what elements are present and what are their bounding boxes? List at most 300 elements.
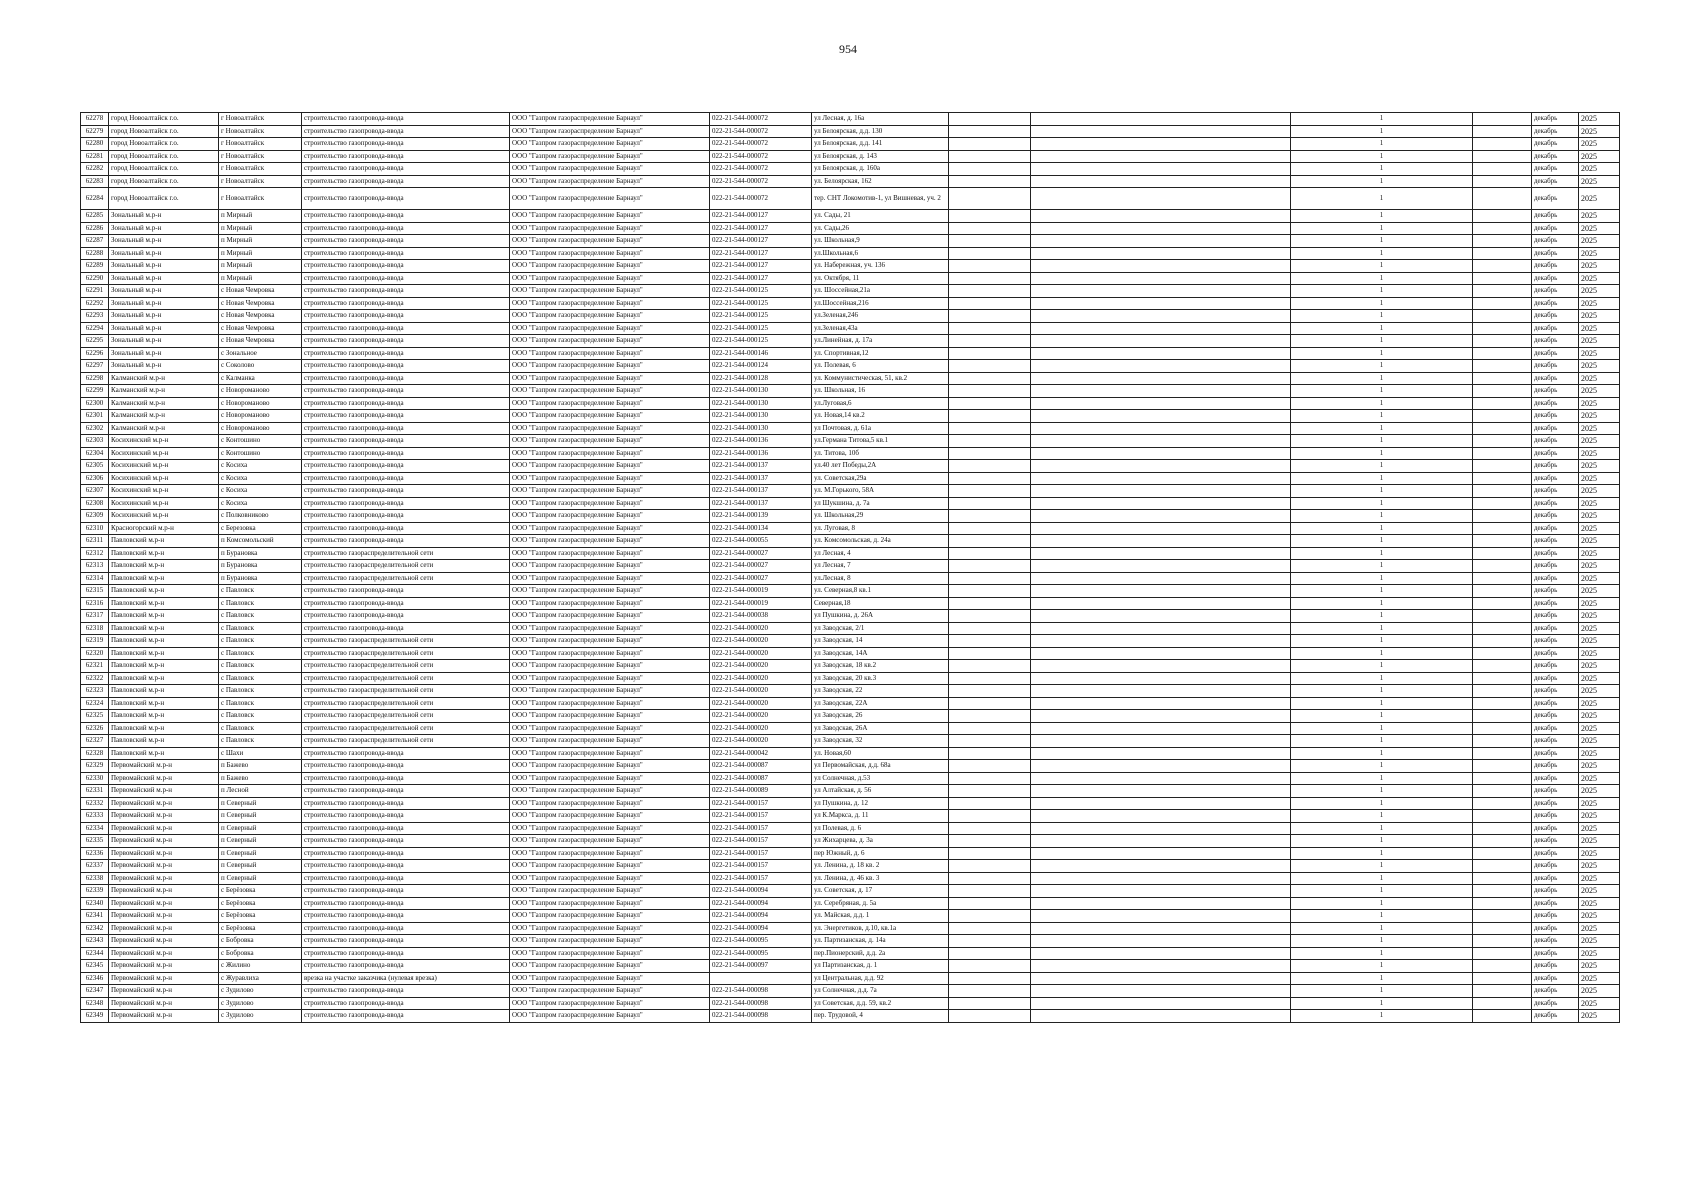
work-type-cell: строительство газораспределительной сети [302,697,510,710]
quantity-cell: 1 [1291,772,1473,785]
empty-cell [1031,235,1291,248]
district-cell: Красногорский м.р-н [109,522,219,535]
district-cell: Павловский м.р-н [109,535,219,548]
month-cell: декабрь [1532,660,1579,673]
address-cell: ул Партизанская, д. 1 [812,960,949,973]
district-cell: Павловский м.р-н [109,735,219,748]
empty-cell [1031,397,1291,410]
month-cell: декабрь [1532,447,1579,460]
work-type-cell: строительство газопровода-ввода [302,285,510,298]
work-type-cell: строительство газопровода-ввода [302,422,510,435]
locality-cell: с Зудилово [219,997,302,1010]
year-cell: 2025 [1579,335,1620,348]
year-cell: 2025 [1579,210,1620,223]
district-cell: Зональный м.р-н [109,260,219,273]
quantity-cell: 1 [1291,935,1473,948]
year-cell: 2025 [1579,585,1620,598]
work-type-cell: строительство газопровода-ввода [302,810,510,823]
work-type-cell: строительство газопровода-ввода [302,472,510,485]
organization-cell: ООО "Газпром газораспределение Барнаул" [510,947,710,960]
empty-cell [1031,910,1291,923]
locality-cell: п Лесной [219,785,302,798]
district-cell: Первомайский м.р-н [109,885,219,898]
contract-code-cell: 022-21-544-000098 [710,1010,812,1023]
empty-cell [1031,163,1291,176]
district-cell: Павловский м.р-н [109,747,219,760]
table-row [81,610,1620,623]
row-number: 62326 [81,722,109,735]
quantity-cell: 1 [1291,847,1473,860]
contract-code-cell: 022-21-544-000157 [710,847,812,860]
district-cell: город Новоалтайск г.о. [109,138,219,151]
locality-cell: с Павловск [219,697,302,710]
contract-code-cell: 022-21-544-000127 [710,272,812,285]
empty-cell [1473,772,1532,785]
table-row [81,797,1620,810]
contract-code-cell: 022-21-544-000157 [710,797,812,810]
year-cell: 2025 [1579,347,1620,360]
work-type-cell: строительство газопровода-ввода [302,447,510,460]
address-cell: ул. Полевая, 6 [812,360,949,373]
table-row [81,222,1620,235]
contract-code-cell: 022-21-544-000136 [710,447,812,460]
quantity-cell: 1 [1291,810,1473,823]
work-type-cell: строительство газопровода-ввода [302,785,510,798]
year-cell: 2025 [1579,997,1620,1010]
empty-cell [1473,188,1532,210]
locality-cell: с Бобровка [219,935,302,948]
contract-code-cell: 022-21-544-000157 [710,810,812,823]
locality-cell: с Павловск [219,660,302,673]
month-cell: декабрь [1532,785,1579,798]
organization-cell: ООО "Газпром газораспределение Барнаул" [510,897,710,910]
month-cell: декабрь [1532,947,1579,960]
locality-cell: с Косиха [219,485,302,498]
district-cell: Косихинский м.р-н [109,485,219,498]
organization-cell: ООО "Газпром газораспределение Барнаул" [510,410,710,423]
row-number: 62334 [81,822,109,835]
quantity-cell: 1 [1291,635,1473,648]
empty-cell [1473,622,1532,635]
row-number: 62308 [81,497,109,510]
empty-cell [1473,735,1532,748]
quantity-cell: 1 [1291,260,1473,273]
row-number: 62297 [81,360,109,373]
table-row [81,772,1620,785]
contract-code-cell: 022-21-544-000137 [710,460,812,473]
empty-cell [1031,972,1291,985]
work-type-cell: строительство газопровода-ввода [302,385,510,398]
quantity-cell: 1 [1291,435,1473,448]
row-number: 62306 [81,472,109,485]
work-type-cell: строительство газораспределительной сети [302,660,510,673]
contract-code-cell: 022-21-544-000137 [710,485,812,498]
empty-cell [1473,422,1532,435]
empty-cell [949,547,1031,560]
empty-cell [1473,372,1532,385]
empty-cell [1031,672,1291,685]
empty-cell [949,835,1031,848]
contract-code-cell: 022-21-544-000020 [710,635,812,648]
empty-cell [1031,175,1291,188]
address-cell: Северная,18 [812,597,949,610]
month-cell: декабрь [1532,672,1579,685]
contract-code-cell: 022-21-544-000094 [710,910,812,923]
work-type-cell: строительство газопровода-ввода [302,985,510,998]
work-type-cell: строительство газопровода-ввода [302,535,510,548]
table-row [81,497,1620,510]
empty-cell [949,972,1031,985]
organization-cell: ООО "Газпром газораспределение Барнаул" [510,647,710,660]
contract-code-cell: 022-21-544-000127 [710,235,812,248]
contract-code-cell: 022-21-544-000020 [710,647,812,660]
empty-cell [949,422,1031,435]
empty-cell [1473,835,1532,848]
empty-cell [949,847,1031,860]
locality-cell: п Северный [219,810,302,823]
row-number: 62285 [81,210,109,223]
organization-cell: ООО "Газпром газораспределение Барнаул" [510,510,710,523]
month-cell: декабрь [1532,485,1579,498]
locality-cell: п Бурановка [219,572,302,585]
empty-cell [1031,247,1291,260]
row-number: 62324 [81,697,109,710]
empty-cell [1473,447,1532,460]
quantity-cell: 1 [1291,272,1473,285]
quantity-cell: 1 [1291,697,1473,710]
quantity-cell: 1 [1291,710,1473,723]
row-number: 62284 [81,188,109,210]
work-type-cell: строительство газопровода-ввода [302,835,510,848]
organization-cell: ООО "Газпром газораспределение Барнаул" [510,547,710,560]
contract-code-cell: 022-21-544-000130 [710,410,812,423]
address-cell: ул Лесная, 4 [812,547,949,560]
address-cell: ул. Луговая, 8 [812,522,949,535]
quantity-cell: 1 [1291,860,1473,873]
empty-cell [949,985,1031,998]
month-cell: декабрь [1532,872,1579,885]
empty-cell [1473,897,1532,910]
empty-cell [1473,847,1532,860]
district-cell: Первомайский м.р-н [109,772,219,785]
row-number: 62278 [81,113,109,126]
table-row [81,385,1620,398]
empty-cell [949,610,1031,623]
table-row [81,685,1620,698]
locality-cell: с Павловск [219,722,302,735]
row-number: 62302 [81,422,109,435]
district-cell: Косихинский м.р-н [109,497,219,510]
table-row [81,735,1620,748]
organization-cell: ООО "Газпром газораспределение Барнаул" [510,385,710,398]
table-row [81,947,1620,960]
empty-cell [949,885,1031,898]
table-row [81,435,1620,448]
district-cell: Первомайский м.р-н [109,960,219,973]
work-type-cell: строительство газопровода-ввода [302,163,510,176]
empty-cell [1031,260,1291,273]
row-number: 62318 [81,622,109,635]
work-type-cell: строительство газопровода-ввода [302,460,510,473]
row-number: 62314 [81,572,109,585]
empty-cell [1473,247,1532,260]
empty-cell [1473,647,1532,660]
organization-cell: ООО "Газпром газораспределение Барнаул" [510,297,710,310]
organization-cell: ООО "Газпром газораспределение Барнаул" [510,235,710,248]
organization-cell: ООО "Газпром газораспределение Барнаул" [510,672,710,685]
organization-cell: ООО "Газпром газораспределение Барнаул" [510,1010,710,1023]
quantity-cell: 1 [1291,535,1473,548]
empty-cell [1031,847,1291,860]
address-cell: ул. Майская, д.д. 1 [812,910,949,923]
empty-cell [1031,1010,1291,1023]
organization-cell: ООО "Газпром газораспределение Барнаул" [510,247,710,260]
empty-cell [1473,785,1532,798]
quantity-cell: 1 [1291,422,1473,435]
district-cell: Первомайский м.р-н [109,997,219,1010]
empty-cell [949,235,1031,248]
address-cell: ул Солнечная, д.д. 7а [812,985,949,998]
empty-cell [1473,113,1532,126]
contract-code-cell: 022-21-544-000072 [710,175,812,188]
empty-cell [1473,972,1532,985]
address-cell: ул.Зеленая,43а [812,322,949,335]
locality-cell: п Мирный [219,272,302,285]
address-cell: ул. Ленина, д. 18 кв. 2 [812,860,949,873]
locality-cell: п Мирный [219,247,302,260]
address-cell: ул.Лесная, 8 [812,572,949,585]
empty-cell [949,285,1031,298]
address-cell: пер.Пионерский, д.д. 2а [812,947,949,960]
table-row [81,210,1620,223]
address-cell: ул. Энергетиков, д.10, кв.1а [812,922,949,935]
quantity-cell: 1 [1291,660,1473,673]
locality-cell: с Калманка [219,372,302,385]
row-number: 62343 [81,935,109,948]
contract-code-cell: 022-21-544-000134 [710,522,812,535]
district-cell: Зональный м.р-н [109,347,219,360]
quantity-cell: 1 [1291,985,1473,998]
month-cell: декабрь [1532,460,1579,473]
organization-cell: ООО "Газпром газораспределение Барнаул" [510,272,710,285]
table-row [81,710,1620,723]
contract-code-cell: 022-21-544-000055 [710,535,812,548]
empty-cell [1031,222,1291,235]
locality-cell: с Соколово [219,360,302,373]
locality-cell: с Косиха [219,472,302,485]
empty-cell [1031,385,1291,398]
table-row [81,247,1620,260]
organization-cell: ООО "Газпром газораспределение Барнаул" [510,872,710,885]
month-cell: декабрь [1532,1010,1579,1023]
quantity-cell: 1 [1291,747,1473,760]
table-row [81,260,1620,273]
address-cell: ул. Сады, 21 [812,210,949,223]
address-cell: ул. Школьная,9 [812,235,949,248]
month-cell: декабрь [1532,422,1579,435]
table-row [81,150,1620,163]
organization-cell: ООО "Газпром газораспределение Барнаул" [510,372,710,385]
contract-code-cell: 022-21-544-000137 [710,472,812,485]
district-cell: Зональный м.р-н [109,360,219,373]
quantity-cell: 1 [1291,113,1473,126]
contract-code-cell: 022-21-544-000127 [710,210,812,223]
organization-cell: ООО "Газпром газораспределение Барнаул" [510,735,710,748]
contract-code-cell: 022-21-544-000124 [710,360,812,373]
empty-cell [1473,747,1532,760]
organization-cell: ООО "Газпром газораспределение Барнаул" [510,760,710,773]
month-cell: декабрь [1532,125,1579,138]
empty-cell [1473,397,1532,410]
table-row [81,997,1620,1010]
empty-cell [1031,897,1291,910]
row-number: 62311 [81,535,109,548]
address-cell: ул. Школьная,29 [812,510,949,523]
empty-cell [1031,335,1291,348]
contract-code-cell: 022-21-544-000072 [710,113,812,126]
table-row [81,860,1620,873]
work-type-cell: строительство газопровода-ввода [302,372,510,385]
table-row [81,272,1620,285]
year-cell: 2025 [1579,622,1620,635]
address-cell: ул.Луговая,6 [812,397,949,410]
year-cell: 2025 [1579,947,1620,960]
empty-cell [1473,635,1532,648]
contract-code-cell: 022-21-544-000125 [710,285,812,298]
empty-cell [1031,322,1291,335]
locality-cell: с Косиха [219,460,302,473]
address-cell: ул Первомайская, д.д. 68а [812,760,949,773]
empty-cell [1473,210,1532,223]
year-cell: 2025 [1579,163,1620,176]
district-cell: город Новоалтайск г.о. [109,163,219,176]
contract-code-cell: 022-21-544-000098 [710,997,812,1010]
quantity-cell: 1 [1291,947,1473,960]
organization-cell: ООО "Газпром газораспределение Барнаул" [510,310,710,323]
locality-cell: г Новоалтайск [219,138,302,151]
row-number: 62289 [81,260,109,273]
quantity-cell: 1 [1291,647,1473,660]
quantity-cell: 1 [1291,585,1473,598]
table-row [81,985,1620,998]
quantity-cell: 1 [1291,472,1473,485]
district-cell: Первомайский м.р-н [109,810,219,823]
row-number: 62332 [81,797,109,810]
year-cell: 2025 [1579,235,1620,248]
row-number: 62328 [81,747,109,760]
address-cell: ул.Германа Титова,5 кв.1 [812,435,949,448]
quantity-cell: 1 [1291,672,1473,685]
year-cell: 2025 [1579,510,1620,523]
locality-cell: с Жилино [219,960,302,973]
empty-cell [949,635,1031,648]
quantity-cell: 1 [1291,910,1473,923]
month-cell: декабрь [1532,885,1579,898]
address-cell: ул. Спортивная,12 [812,347,949,360]
contract-code-cell: 022-21-544-000125 [710,297,812,310]
organization-cell: ООО "Газпром газораспределение Барнаул" [510,397,710,410]
district-cell: город Новоалтайск г.о. [109,150,219,163]
address-cell: ул. Титова, 10б [812,447,949,460]
month-cell: декабрь [1532,935,1579,948]
row-number: 62331 [81,785,109,798]
empty-cell [1031,347,1291,360]
district-cell: Павловский м.р-н [109,710,219,723]
year-cell: 2025 [1579,885,1620,898]
quantity-cell: 1 [1291,297,1473,310]
district-cell: Калманский м.р-н [109,397,219,410]
year-cell: 2025 [1579,810,1620,823]
empty-cell [1031,635,1291,648]
empty-cell [949,138,1031,151]
quantity-cell: 1 [1291,735,1473,748]
address-cell: ул К.Маркса, д. 11 [812,810,949,823]
contract-code-cell: 022-21-544-000027 [710,547,812,560]
quantity-cell: 1 [1291,510,1473,523]
district-cell: Косихинский м.р-н [109,460,219,473]
work-type-cell: строительство газопровода-ввода [302,497,510,510]
empty-cell [1031,922,1291,935]
quantity-cell: 1 [1291,150,1473,163]
contract-code-cell: 022-21-544-000020 [710,622,812,635]
year-cell: 2025 [1579,497,1620,510]
year-cell: 2025 [1579,410,1620,423]
address-cell: ул Пушкина, д. 26А [812,610,949,623]
month-cell: декабрь [1532,113,1579,126]
district-cell: Павловский м.р-н [109,560,219,573]
empty-cell [949,522,1031,535]
table-row [81,175,1620,188]
empty-cell [1031,622,1291,635]
empty-cell [949,797,1031,810]
district-cell: Павловский м.р-н [109,622,219,635]
district-cell: Калманский м.р-н [109,385,219,398]
contract-code-cell: 022-21-544-000130 [710,422,812,435]
address-cell: ул Заводская, 22 [812,685,949,698]
district-cell: Первомайский м.р-н [109,785,219,798]
row-number: 62279 [81,125,109,138]
empty-cell [1031,760,1291,773]
row-number: 62312 [81,547,109,560]
quantity-cell: 1 [1291,497,1473,510]
empty-cell [1031,960,1291,973]
address-cell: ул Заводская, 18 кв.2 [812,660,949,673]
row-number: 62319 [81,635,109,648]
work-type-cell: строительство газопровода-ввода [302,822,510,835]
empty-cell [949,163,1031,176]
organization-cell: ООО "Газпром газораспределение Барнаул" [510,435,710,448]
year-cell: 2025 [1579,797,1620,810]
contract-code-cell: 022-21-544-000020 [710,735,812,748]
locality-cell: с Зональное [219,347,302,360]
work-type-cell: строительство газораспределительной сети [302,647,510,660]
empty-cell [1031,497,1291,510]
organization-cell: ООО "Газпром газораспределение Барнаул" [510,772,710,785]
address-cell: ул. Советская, д. 17 [812,885,949,898]
empty-cell [1031,435,1291,448]
empty-cell [949,660,1031,673]
work-type-cell: строительство газопровода-ввода [302,335,510,348]
locality-cell: с Шахи [219,747,302,760]
empty-cell [1473,760,1532,773]
address-cell: ул Пушкина, д. 12 [812,797,949,810]
work-type-cell: строительство газопровода-ввода [302,935,510,948]
table-row [81,485,1620,498]
empty-cell [1031,797,1291,810]
empty-cell [1473,460,1532,473]
locality-cell: с Новороманово [219,397,302,410]
organization-cell: ООО "Газпром газораспределение Барнаул" [510,885,710,898]
